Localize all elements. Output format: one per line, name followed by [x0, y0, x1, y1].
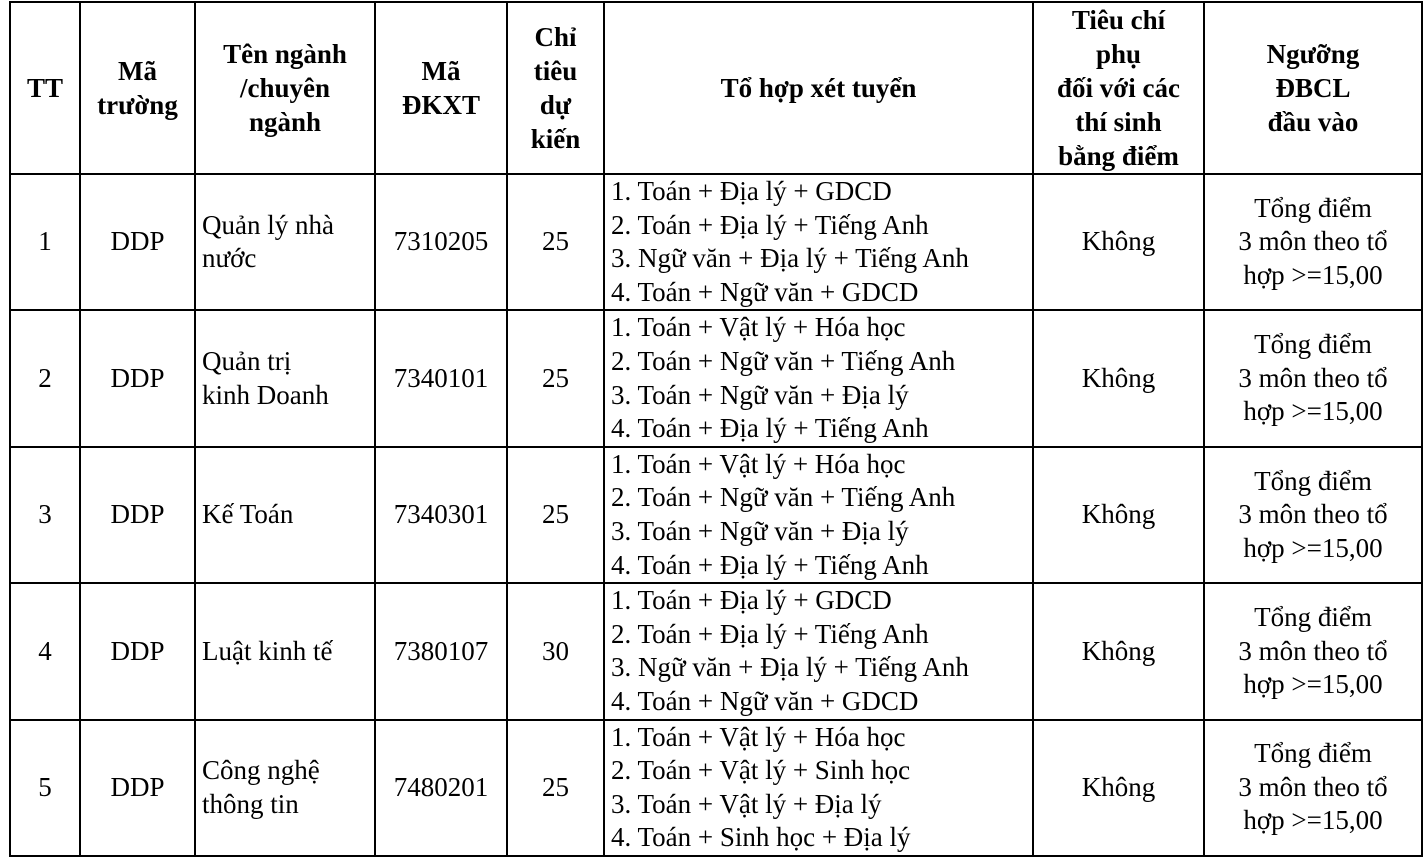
- cell-school-code: DDP: [80, 310, 195, 446]
- cell-school-code: DDP: [80, 583, 195, 719]
- table-row: [10, 174, 1422, 310]
- major-line: kinh Doanh: [202, 379, 329, 410]
- cell-combos: [604, 310, 1033, 446]
- combo-item: 3. Toán + Ngữ văn + Địa lý: [611, 515, 909, 546]
- cell-combos: [604, 583, 1033, 719]
- cell-major: [195, 583, 375, 719]
- cell-quota: 25: [507, 174, 604, 310]
- combo-item: 2. Toán + Vật lý + Sinh học: [611, 755, 911, 786]
- combo-item: 2. Toán + Ngữ văn + Tiếng Anh: [611, 345, 956, 376]
- header-threshold-line: Ngưỡng: [1266, 39, 1360, 69]
- major-line: Quản lý nhà: [202, 209, 334, 240]
- header-school-code-line: trường: [97, 90, 178, 120]
- cell-extra-criteria: Không: [1033, 447, 1204, 583]
- cell-major: [195, 447, 375, 583]
- combo-item: 2. Toán + Địa lý + Tiếng Anh: [611, 618, 929, 649]
- header-reg-code: [375, 2, 507, 174]
- threshold-line: Tổng điểm: [1254, 329, 1372, 360]
- threshold-line: hợp >=15,00: [1243, 259, 1383, 290]
- header-extra-line: bằng điểm: [1058, 141, 1179, 171]
- major-line: nước: [202, 243, 257, 274]
- header-tt: TT: [10, 2, 80, 174]
- header-school-code: [80, 2, 195, 174]
- cell-extra-criteria: Không: [1033, 174, 1204, 310]
- cell-threshold: [1204, 720, 1422, 856]
- cell-major: [195, 174, 375, 310]
- cell-quota: 25: [507, 447, 604, 583]
- cell-combos: [604, 174, 1033, 310]
- header-extra-line: đối với các: [1057, 73, 1180, 103]
- header-extra-line: phụ: [1095, 39, 1142, 69]
- cell-major: [195, 720, 375, 856]
- cell-reg-code: 7380107: [375, 583, 507, 719]
- cell-extra-criteria: Không: [1033, 720, 1204, 856]
- header-extra-line: Tiêu chí: [1071, 5, 1166, 35]
- header-quota: [507, 2, 604, 174]
- header-major: [195, 2, 375, 174]
- header-threshold-line: đầu vào: [1267, 107, 1359, 137]
- major-line: Luật kinh tế: [202, 635, 333, 666]
- threshold-line: 3 môn theo tổ: [1238, 499, 1388, 530]
- cell-reg-code: 7340301: [375, 447, 507, 583]
- header-combos: Tổ hợp xét tuyển: [604, 2, 1033, 174]
- header-threshold-line: ĐBCL: [1275, 73, 1351, 103]
- combo-item: 1. Toán + Vật lý + Hóa học: [611, 448, 906, 479]
- threshold-line: hợp >=15,00: [1243, 532, 1383, 563]
- combo-item: 4. Toán + Địa lý + Tiếng Anh: [611, 413, 929, 444]
- cell-tt: 2: [10, 310, 80, 446]
- table-row: [10, 583, 1422, 719]
- cell-reg-code: 7340101: [375, 310, 507, 446]
- header-extra-line: thí sinh: [1075, 107, 1162, 137]
- major-line: Công nghệ: [202, 755, 320, 786]
- combo-item: 2. Toán + Địa lý + Tiếng Anh: [611, 209, 929, 240]
- header-school-code-line: Mã: [118, 56, 157, 86]
- combo-item: 4. Toán + Ngữ văn + GDCD: [611, 685, 919, 716]
- cell-extra-criteria: Không: [1033, 583, 1204, 719]
- threshold-line: Tổng điểm: [1254, 465, 1372, 496]
- header-extra-criteria: [1033, 2, 1204, 174]
- cell-quota: 30: [507, 583, 604, 719]
- combo-item: 1. Toán + Vật lý + Hóa học: [611, 312, 906, 343]
- header-quota-line: Chỉ: [534, 22, 577, 52]
- combo-item: 1. Toán + Địa lý + GDCD: [611, 585, 892, 616]
- cell-extra-criteria: Không: [1033, 310, 1204, 446]
- header-reg-code-line: ĐKXT: [401, 90, 480, 120]
- header-major-line: Tên ngành: [223, 39, 347, 69]
- threshold-line: 3 môn theo tổ: [1238, 771, 1388, 802]
- cell-tt: 1: [10, 174, 80, 310]
- cell-major: [195, 310, 375, 446]
- cell-school-code: DDP: [80, 720, 195, 856]
- combo-item: 4. Toán + Sinh học + Địa lý: [611, 822, 911, 853]
- header-row: [10, 2, 1422, 174]
- threshold-line: 3 môn theo tổ: [1238, 362, 1388, 393]
- header-quota-line: dự: [539, 90, 572, 120]
- cell-combos: [604, 720, 1033, 856]
- cell-quota: 25: [507, 720, 604, 856]
- cell-threshold: [1204, 174, 1422, 310]
- cell-quota: 25: [507, 310, 604, 446]
- cell-tt: 3: [10, 447, 80, 583]
- cell-reg-code: 7480201: [375, 720, 507, 856]
- cell-threshold: [1204, 583, 1422, 719]
- combo-item: 2. Toán + Ngữ văn + Tiếng Anh: [611, 482, 956, 513]
- threshold-line: hợp >=15,00: [1243, 805, 1383, 836]
- combo-item: 1. Toán + Vật lý + Hóa học: [611, 721, 906, 752]
- major-line: Kế Toán: [202, 499, 294, 530]
- major-line: Quản trị: [202, 345, 292, 376]
- major-line: thông tin: [202, 788, 299, 819]
- threshold-line: hợp >=15,00: [1243, 396, 1383, 427]
- header-quota-line: tiêu: [533, 56, 578, 86]
- cell-tt: 5: [10, 720, 80, 856]
- cell-reg-code: 7310205: [375, 174, 507, 310]
- header-threshold: [1204, 2, 1422, 174]
- combo-item: 4. Toán + Địa lý + Tiếng Anh: [611, 549, 929, 580]
- admission-table: [9, 1, 1423, 857]
- cell-tt: 4: [10, 583, 80, 719]
- combo-item: 3. Toán + Ngữ văn + Địa lý: [611, 379, 909, 410]
- threshold-line: 3 môn theo tổ: [1238, 635, 1388, 666]
- combo-item: 3. Ngữ văn + Địa lý + Tiếng Anh: [611, 652, 969, 683]
- threshold-line: Tổng điểm: [1254, 192, 1372, 223]
- combo-item: 3. Ngữ văn + Địa lý + Tiếng Anh: [611, 243, 969, 274]
- cell-school-code: DDP: [80, 447, 195, 583]
- combo-item: 1. Toán + Địa lý + GDCD: [611, 176, 892, 206]
- cell-threshold: [1204, 447, 1422, 583]
- threshold-line: Tổng điểm: [1254, 738, 1372, 769]
- header-reg-code-line: Mã: [421, 56, 461, 86]
- header-major-line: /chuyên: [239, 73, 331, 103]
- cell-combos: [604, 447, 1033, 583]
- threshold-line: Tổng điểm: [1254, 601, 1372, 632]
- table-row: [10, 720, 1422, 856]
- table-row: [10, 447, 1422, 583]
- threshold-line: hợp >=15,00: [1243, 669, 1383, 700]
- cell-school-code: DDP: [80, 174, 195, 310]
- threshold-line: 3 môn theo tổ: [1238, 226, 1388, 257]
- combo-item: 3. Toán + Vật lý + Địa lý: [611, 788, 882, 819]
- combo-item: 4. Toán + Ngữ văn + GDCD: [611, 276, 919, 307]
- cell-threshold: [1204, 310, 1422, 446]
- header-major-line: ngành: [248, 107, 322, 137]
- table-row: [10, 310, 1422, 446]
- header-quota-line: kiến: [530, 124, 581, 154]
